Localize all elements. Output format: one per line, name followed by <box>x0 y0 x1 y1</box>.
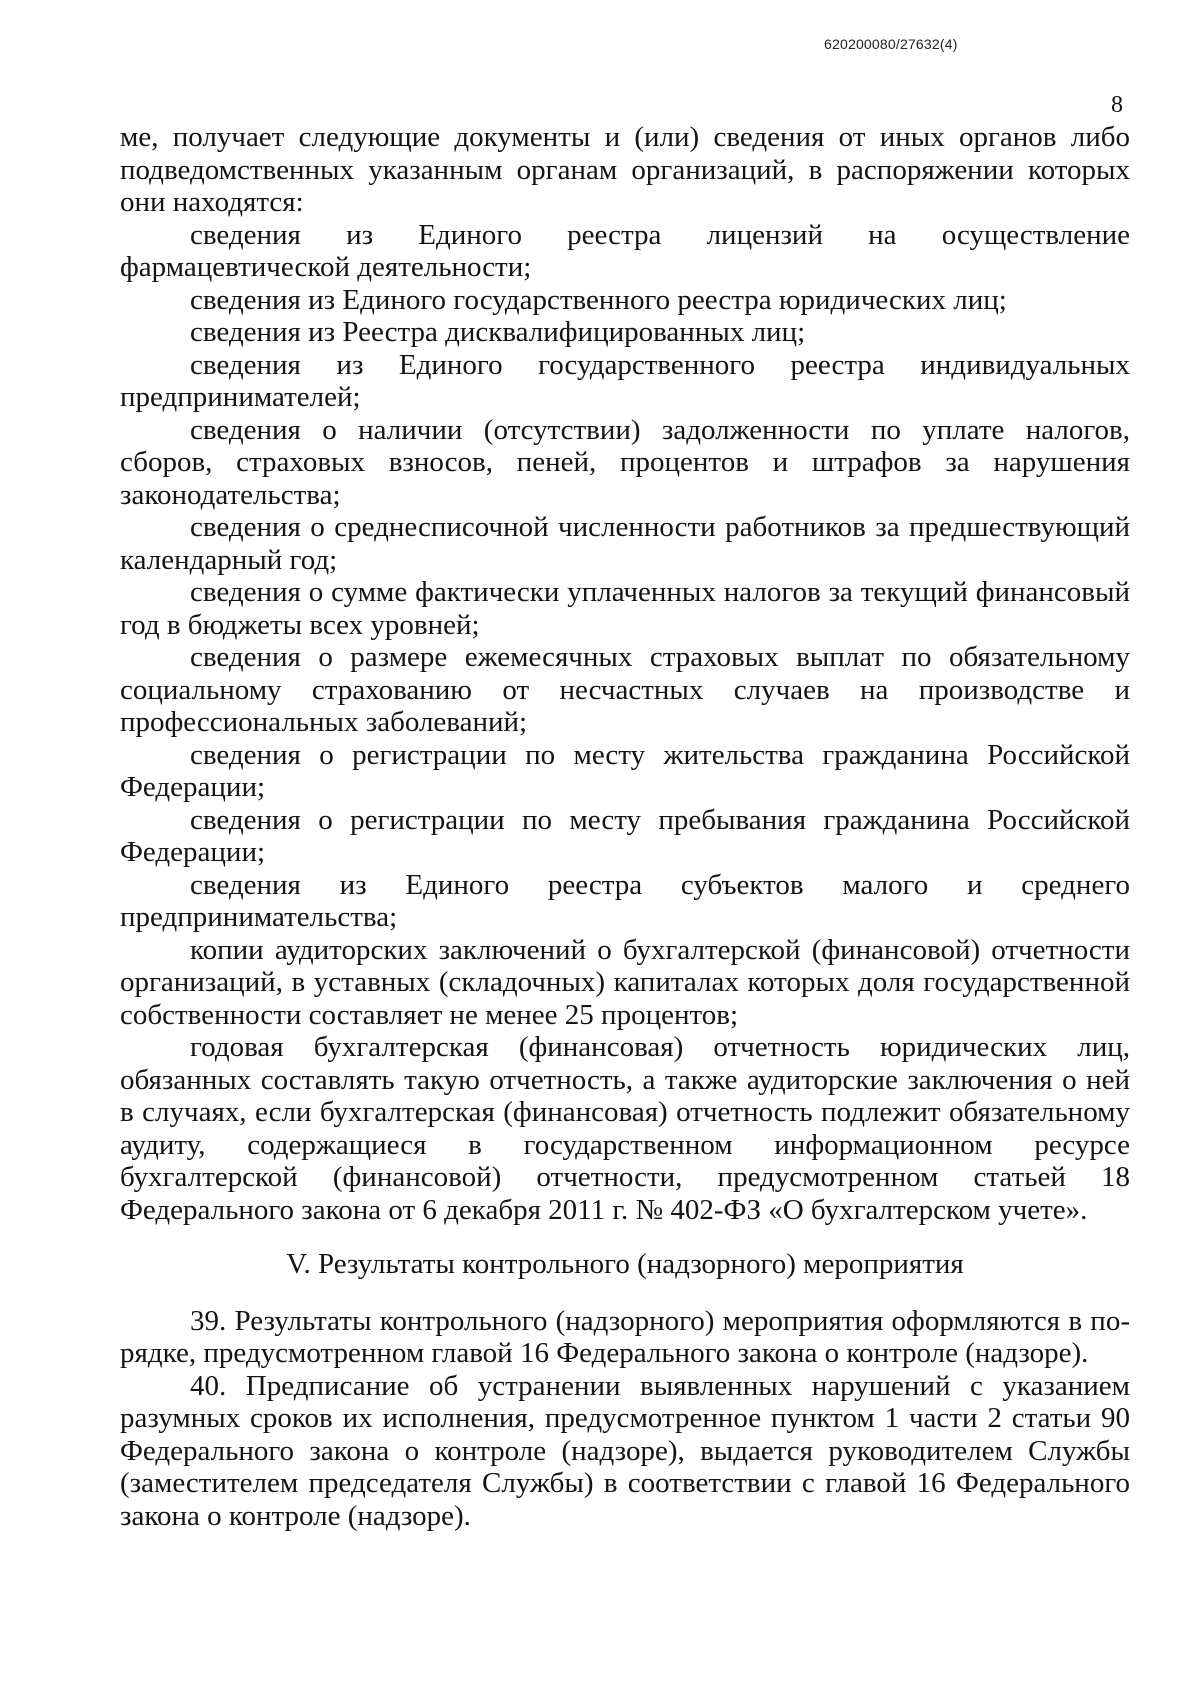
list-item-tax-debt: сведения о наличии (отсутствии) задолженности по уплате налогов, сборов, страховых взносов, пеней, процентов и штрафов за нарушения законодательства; <box>120 413 1130 511</box>
paragraph-continuation: ме, получает следующие документы и (или) сведения от иных органов либо подведомственных указанным органам организаций, в распоряжении которых они находятся: <box>120 121 1130 218</box>
list-item-annual-financial-statements: годовая бухгалтерская (финансовая) отчетность юридических лиц, обязанных составлять такую отчетность, а также аудиторские заключения о ней в случаях, если бухгалтерская (финансовая) отчетность подлежит обязательному аудиту, содержащиеся в государственном информационном ресурсе бухгалтерской (финансовой) отчетности, предусмотренном статьей 18 Федерального закона от 6 декабря 2011 г. № 402-ФЗ «О бухгалтерском учете». <box>120 1031 1130 1226</box>
list-item-headcount: сведения о среднесписочной численности работников за предшествующий календарный год; <box>120 511 1130 576</box>
list-item-insurance-payments: сведения о размере ежемесячных страховых выплат по обязательному социальному страхованию от несчастных случаев на производстве и профессиональных заболеваний; <box>120 641 1130 738</box>
list-item-sme-registry: сведения из Единого реестра субъектов малого и среднего предпринимательства; <box>120 868 1130 933</box>
list-item-legal-entities-registry: сведения из Единого государственного реестра юридических лиц; <box>190 283 1007 316</box>
list-item-stay-registration: сведения о регистрации по месту пребывания гражданина Российской Федерации; <box>120 803 1130 868</box>
document-id: 620200080/27632(4) <box>824 36 958 52</box>
list-item-taxes-paid: сведения о сумме фактически уплаченных налогов за текущий финансовый год в бюджеты всех уровней; <box>120 576 1130 641</box>
clause-39: 39. Результаты контрольного (надзорного) мероприятия оформляются в порядке, предусмотренном главой 16 Федерального закона о контроле (надзоре). <box>120 1304 1130 1369</box>
list-item-disqualified-persons-registry: сведения из Реестра дисквалифицированных лиц; <box>190 316 806 348</box>
list-item-licenses-registry: сведения из Единого реестра лицензий на осуществление фармацевтической деятельности; <box>120 218 1130 283</box>
clause-40: 40. Предписание об устранении выявленных нарушений с указанием разумных сроков их исполнения, предусмотренное пунктом 1 части 2 статьи 90 Федерального закона о контроле (надзоре), выдается руководителем Службы (заместителем председателя Службы) в соответствии с главой 16 Федерального закона о контроле (надзоре). <box>120 1369 1130 1532</box>
list-item-audit-reports: копии аудиторских заключений о бухгалтерской (финансовой) отчетности организаций, в уставных (складочных) капиталах которых доля государственной собственности составляет не менее 25 процентов; <box>120 933 1130 1031</box>
page-number: 8 <box>1111 92 1123 118</box>
section-heading: V. Результаты контрольного (надзорного) мероприятия <box>286 1248 964 1280</box>
list-item-entrepreneurs-registry: сведения из Единого государственного реестра индивидуальных предпринимателей; <box>120 348 1130 413</box>
document-body <box>120 121 1130 1532</box>
list-item-residence-registration: сведения о регистрации по месту жительства гражданина Российской Федерации; <box>120 738 1130 803</box>
